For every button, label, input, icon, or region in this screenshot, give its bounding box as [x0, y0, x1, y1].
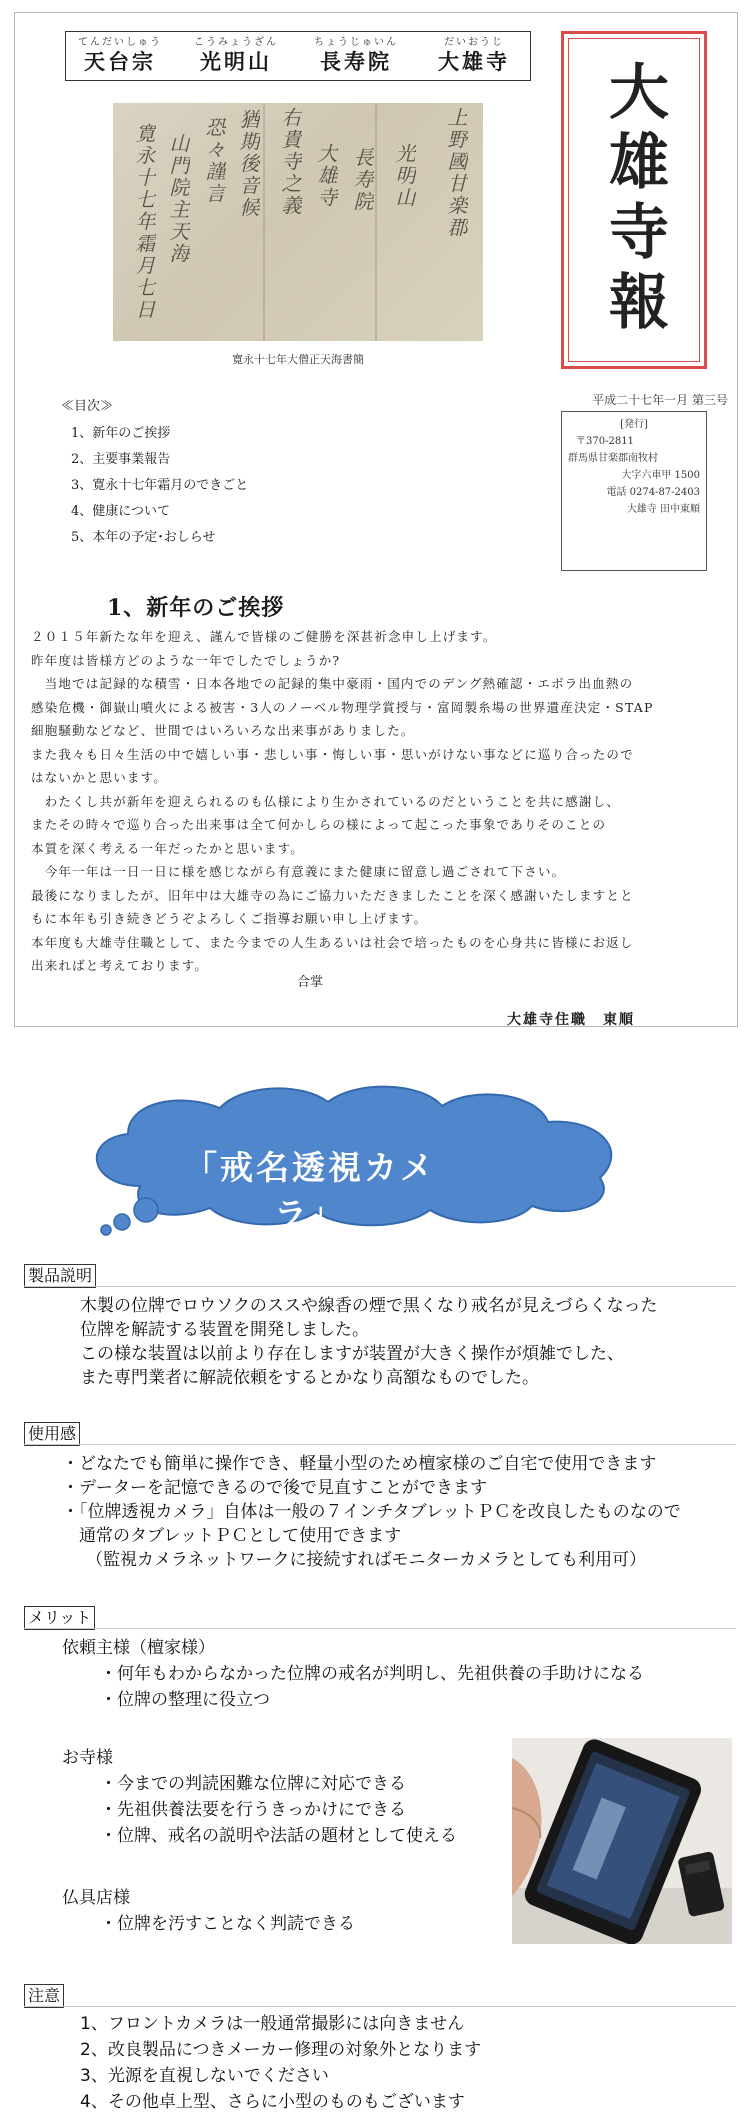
section-heading: 1、新年のご挨拶	[107, 595, 285, 621]
divider	[24, 2006, 736, 2007]
ruby-text: こうみょうざん	[194, 37, 278, 48]
note-line: 1、フロントカメラは一般通常撮影には向きません	[80, 2014, 465, 2034]
note-line: 2、改良製品につきメーカー修理の対象外となります	[80, 2040, 482, 2060]
toc-item: 1、新年のご挨拶	[71, 426, 171, 441]
ruby-text: ちょうじゅいん	[314, 37, 398, 48]
phone-number: 電話 0274-87-2403	[606, 487, 700, 498]
temple-name-part: 大雄寺	[438, 49, 510, 74]
body-line: 出来ればと考えております。	[31, 958, 209, 973]
toc-title: ≪目次≫	[61, 399, 114, 414]
publisher-name: 大雄寺 田中東順	[626, 504, 700, 515]
publisher-label: [発行]	[620, 419, 648, 430]
usage-line: （監視カメラネットワークに接続すればモニターカメラとしても利用可）	[86, 1550, 647, 1570]
body-line: 本質を深く考える一年だったかと思います。	[31, 840, 305, 856]
merit-group-name: お寺様	[62, 1748, 113, 1768]
temple-name-part: 光明山	[200, 49, 272, 74]
calligraphy-letter-photo: 寛永十七年霜月七日 山門院主天海 恐々謹言 猶期後音候 右貴寺之義 大雄寺 長寿院 光明山 上野國甘楽郡	[113, 103, 483, 341]
divider	[24, 1444, 736, 1445]
masthead-title: 大雄寺報	[599, 60, 669, 340]
body-line: 細胞騒動などなど、世間ではいろいろな出来事がありました。	[31, 723, 415, 738]
toc-item: 5、本年の予定･おしらせ	[71, 530, 216, 545]
flyer-title: 「戒名透視カメラ」	[184, 1148, 436, 1234]
body-line: 最後になりましたが、旧年中は大雄寺の為にご協力いただきましたことを深く感謝いたしますとと	[31, 887, 634, 903]
body-line: またその時々で巡り合った出来事は全て何かしらの様によって起こった事象でありそのことの	[31, 817, 607, 832]
merit-item: ・位牌を汚すことなく判読できる	[100, 1914, 355, 1934]
usage-line: 通常のタブレットＰＣとして使用できます	[62, 1526, 402, 1546]
merit-item: ・位牌、戒名の説明や法話の題材として使える	[100, 1826, 457, 1846]
usage-line: ・「位牌透視カメラ」自体は一般の７インチタブレットＰＣを改良したものなので	[62, 1502, 681, 1522]
body-line: もに本年も引き続きどうぞよろしくご指導お願い申し上げます。	[31, 911, 428, 926]
usage-line: ・データーを記憶できるので後で見直すことができます	[62, 1478, 487, 1498]
body-line: また我々も日々生活の中で嬉しい事・悲しい事・悔しい事・思いがけない事などに巡り合ったので	[31, 746, 634, 762]
merit-group-name: 依頼主様（檀家様）	[62, 1638, 215, 1658]
usage-line: ・どなたでも簡単に操作でき、軽量小型のため檀家様のご自宅で使用できます	[62, 1454, 657, 1474]
ruby-text: てんだいしゅう	[78, 37, 162, 48]
tablet-camera-photo	[512, 1738, 732, 1944]
toc-item: 2、主要事業報告	[71, 452, 171, 467]
heading-usage: 使用感	[24, 1422, 80, 1446]
body-line: 当地では記録的な積雪・日本各地での記録的集中豪雨・国内でのデング熱確認・エボラ出血熱の	[31, 676, 634, 691]
heading-merit: メリット	[24, 1606, 95, 1630]
photo-caption: 寛永十七年大僧正天海書簡	[232, 353, 364, 366]
postal-code: 〒370-2811	[576, 436, 634, 447]
body-line: ２０１５年新たな年を迎え、謹んで皆様のご健勝を深甚祈念申し上げます。	[31, 629, 497, 644]
toc-item: 3、寛永十七年霜月のできごと	[71, 478, 249, 493]
ruby-text: だいおうじ	[444, 37, 504, 48]
body-line: わたくし共が新年を迎えられるのも仏様により生かされているのだということを共に感謝し、	[31, 793, 621, 809]
temple-mountain	[186, 36, 286, 75]
newsletter-page	[14, 12, 738, 1027]
divider	[24, 1628, 736, 1629]
body-line: 今年一年は一日一日に様を感じながら有意義にまた健康に留意し過ごされて下さい。	[31, 864, 566, 879]
body-line: 感染危機・御嶽山噴火による被害・3人のノーベル物理学賞授与・富岡製糸場の世界遺産決定・STAP	[31, 699, 654, 715]
product-line: また専門業者に解読依頼をするとかなり高額なものでした。	[80, 1368, 539, 1388]
body-line: 昨年度は皆様方どのような一年でしたでしょうか?	[31, 652, 341, 668]
temple-in	[306, 36, 406, 75]
note-line: 3、光源を直視しないでください	[80, 2066, 329, 2086]
address-line-2: 大字六車甲 1500	[621, 470, 700, 481]
cloud-bubble-small	[101, 1225, 111, 1235]
issue-number: 平成二十七年一月 第三号	[592, 393, 728, 407]
signature: 大雄寺住職 東順	[507, 1012, 635, 1028]
divider	[24, 1286, 736, 1287]
product-line: この様な装置は以前より存在しますが装置が大きく操作が煩雑でした、	[80, 1344, 624, 1364]
merit-item: ・先祖供養法要を行うきっかけにできる	[100, 1800, 406, 1820]
merit-item: ・今までの判読困難な位牌に対応できる	[100, 1774, 406, 1794]
temple-sect	[70, 36, 170, 75]
merit-item: ・何年もわからなかった位牌の戒名が判明し、先祖供養の手助けになる	[100, 1664, 644, 1684]
heading-notes: 注意	[24, 1984, 64, 2008]
masthead	[561, 31, 707, 369]
temple-name-header	[65, 31, 531, 81]
merit-item: ・位牌の整理に役立つ	[100, 1690, 270, 1710]
product-line: 木製の位牌でロウソクのススや線香の煙で黒くなり戒名が見えづらくなった	[80, 1296, 658, 1316]
temple-name-part: 天台宗	[84, 49, 156, 74]
closing-gassho: 合掌	[297, 975, 324, 990]
body-line: はないかと思います。	[31, 770, 168, 785]
address-line-1: 群馬県甘楽郡南牧村	[568, 453, 658, 464]
product-line: 位牌を解読する装置を開発しました。	[80, 1320, 369, 1340]
publisher-box	[561, 411, 707, 571]
temple-name-part: 長寿院	[320, 49, 392, 74]
temple-ji	[422, 36, 526, 75]
note-line: 4、その他卓上型、さらに小型のものもございます	[80, 2092, 465, 2112]
cloud-bubble-large	[134, 1198, 158, 1222]
toc-item: 4、健康について	[71, 504, 171, 519]
merit-group-name: 仏具店様	[62, 1888, 130, 1908]
body-line: 本年度も大雄寺住職として、また今までの人生あるいは社会で培ったものを心身共に皆様にお返し	[31, 934, 634, 950]
cloud-bubble-medium	[114, 1214, 130, 1230]
greeting-body	[31, 625, 731, 978]
heading-product-description: 製品説明	[24, 1264, 96, 1288]
table-of-contents	[71, 421, 248, 551]
